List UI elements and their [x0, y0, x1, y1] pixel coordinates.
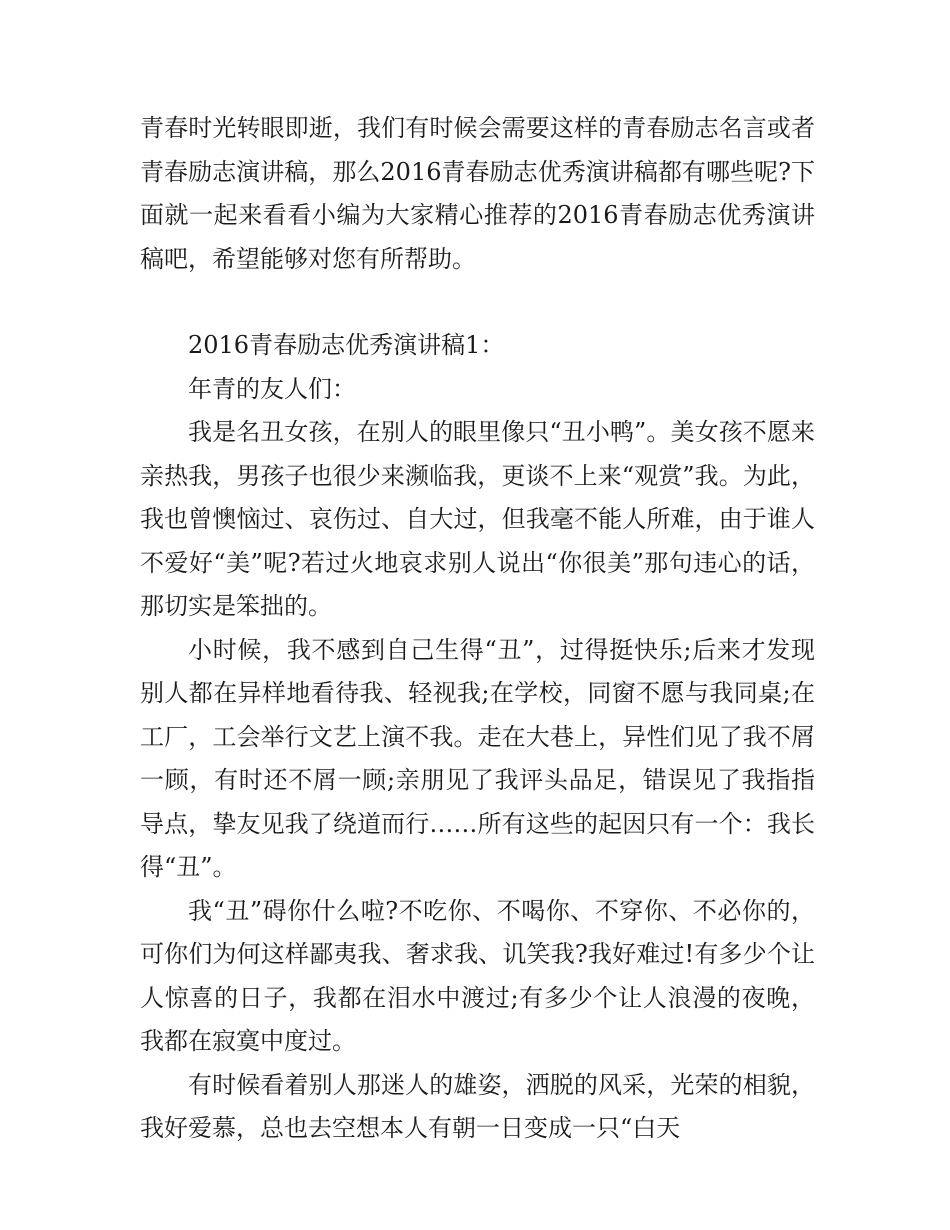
body-paragraph-1: 我是名丑女孩，在别人的眼里像只“丑小鸭”。美女孩不愿来亲热我，男孩子也很少来濒临我，更谈不上来“观赏”我。为此，我也曾懊恼过、哀伤过、自大过，但我毫不能人所难，由于谁人不爱好“美”呢?若过火地哀求别人说出“你很美”那句违心的话，那切实是笨拙的。 — [140, 418, 815, 620]
section-heading: 2016青春励志优秀演讲稿1： — [188, 331, 505, 359]
intro-paragraph: 青春时光转眼即逝，我们有时候会需要这样的青春励志名言或者青春励志演讲稿，那么2016青春励志优秀演讲稿都有哪些呢?下面就一起来看看小编为大家精心推荐的2016青春励志优秀演讲稿吧，希望能够对您有所帮助。 — [140, 114, 815, 273]
body-paragraph-2: 小时候，我不感到自己生得“丑”，过得挺快乐;后来才发现别人都在异样地看待我、轻视我;在学校，同窗不愿与我同桌;在工厂，工会举行文艺上演不我。走在大巷上，异性们见了我不屑一顾，有时还不屑一顾;亲朋见了我评头品足，错误见了我指指导点，挚友见我了绕道而行……所有这些的起因只有一个：我长得“丑”。 — [140, 635, 815, 881]
body-paragraph-4: 有时候看着别人那迷人的雄姿，洒脱的风采，光荣的相貌，我好爱慕，总也去空想本人有朝一日变成一只“白天 — [140, 1070, 815, 1142]
body-paragraph-3: 我“丑”碍你什么啦?不吃你、不喝你、不穿你、不必你的，可你们为何这样鄙夷我、奢求我、讥笑我?我好难过!有多少个让人惊喜的日子，我都在泪水中渡过;有多少个让人浪漫的夜晚，我都在寂寞中度过。 — [140, 896, 815, 1055]
document-body — [140, 107, 815, 1151]
salutation-line: 年青的友人们： — [188, 374, 356, 403]
